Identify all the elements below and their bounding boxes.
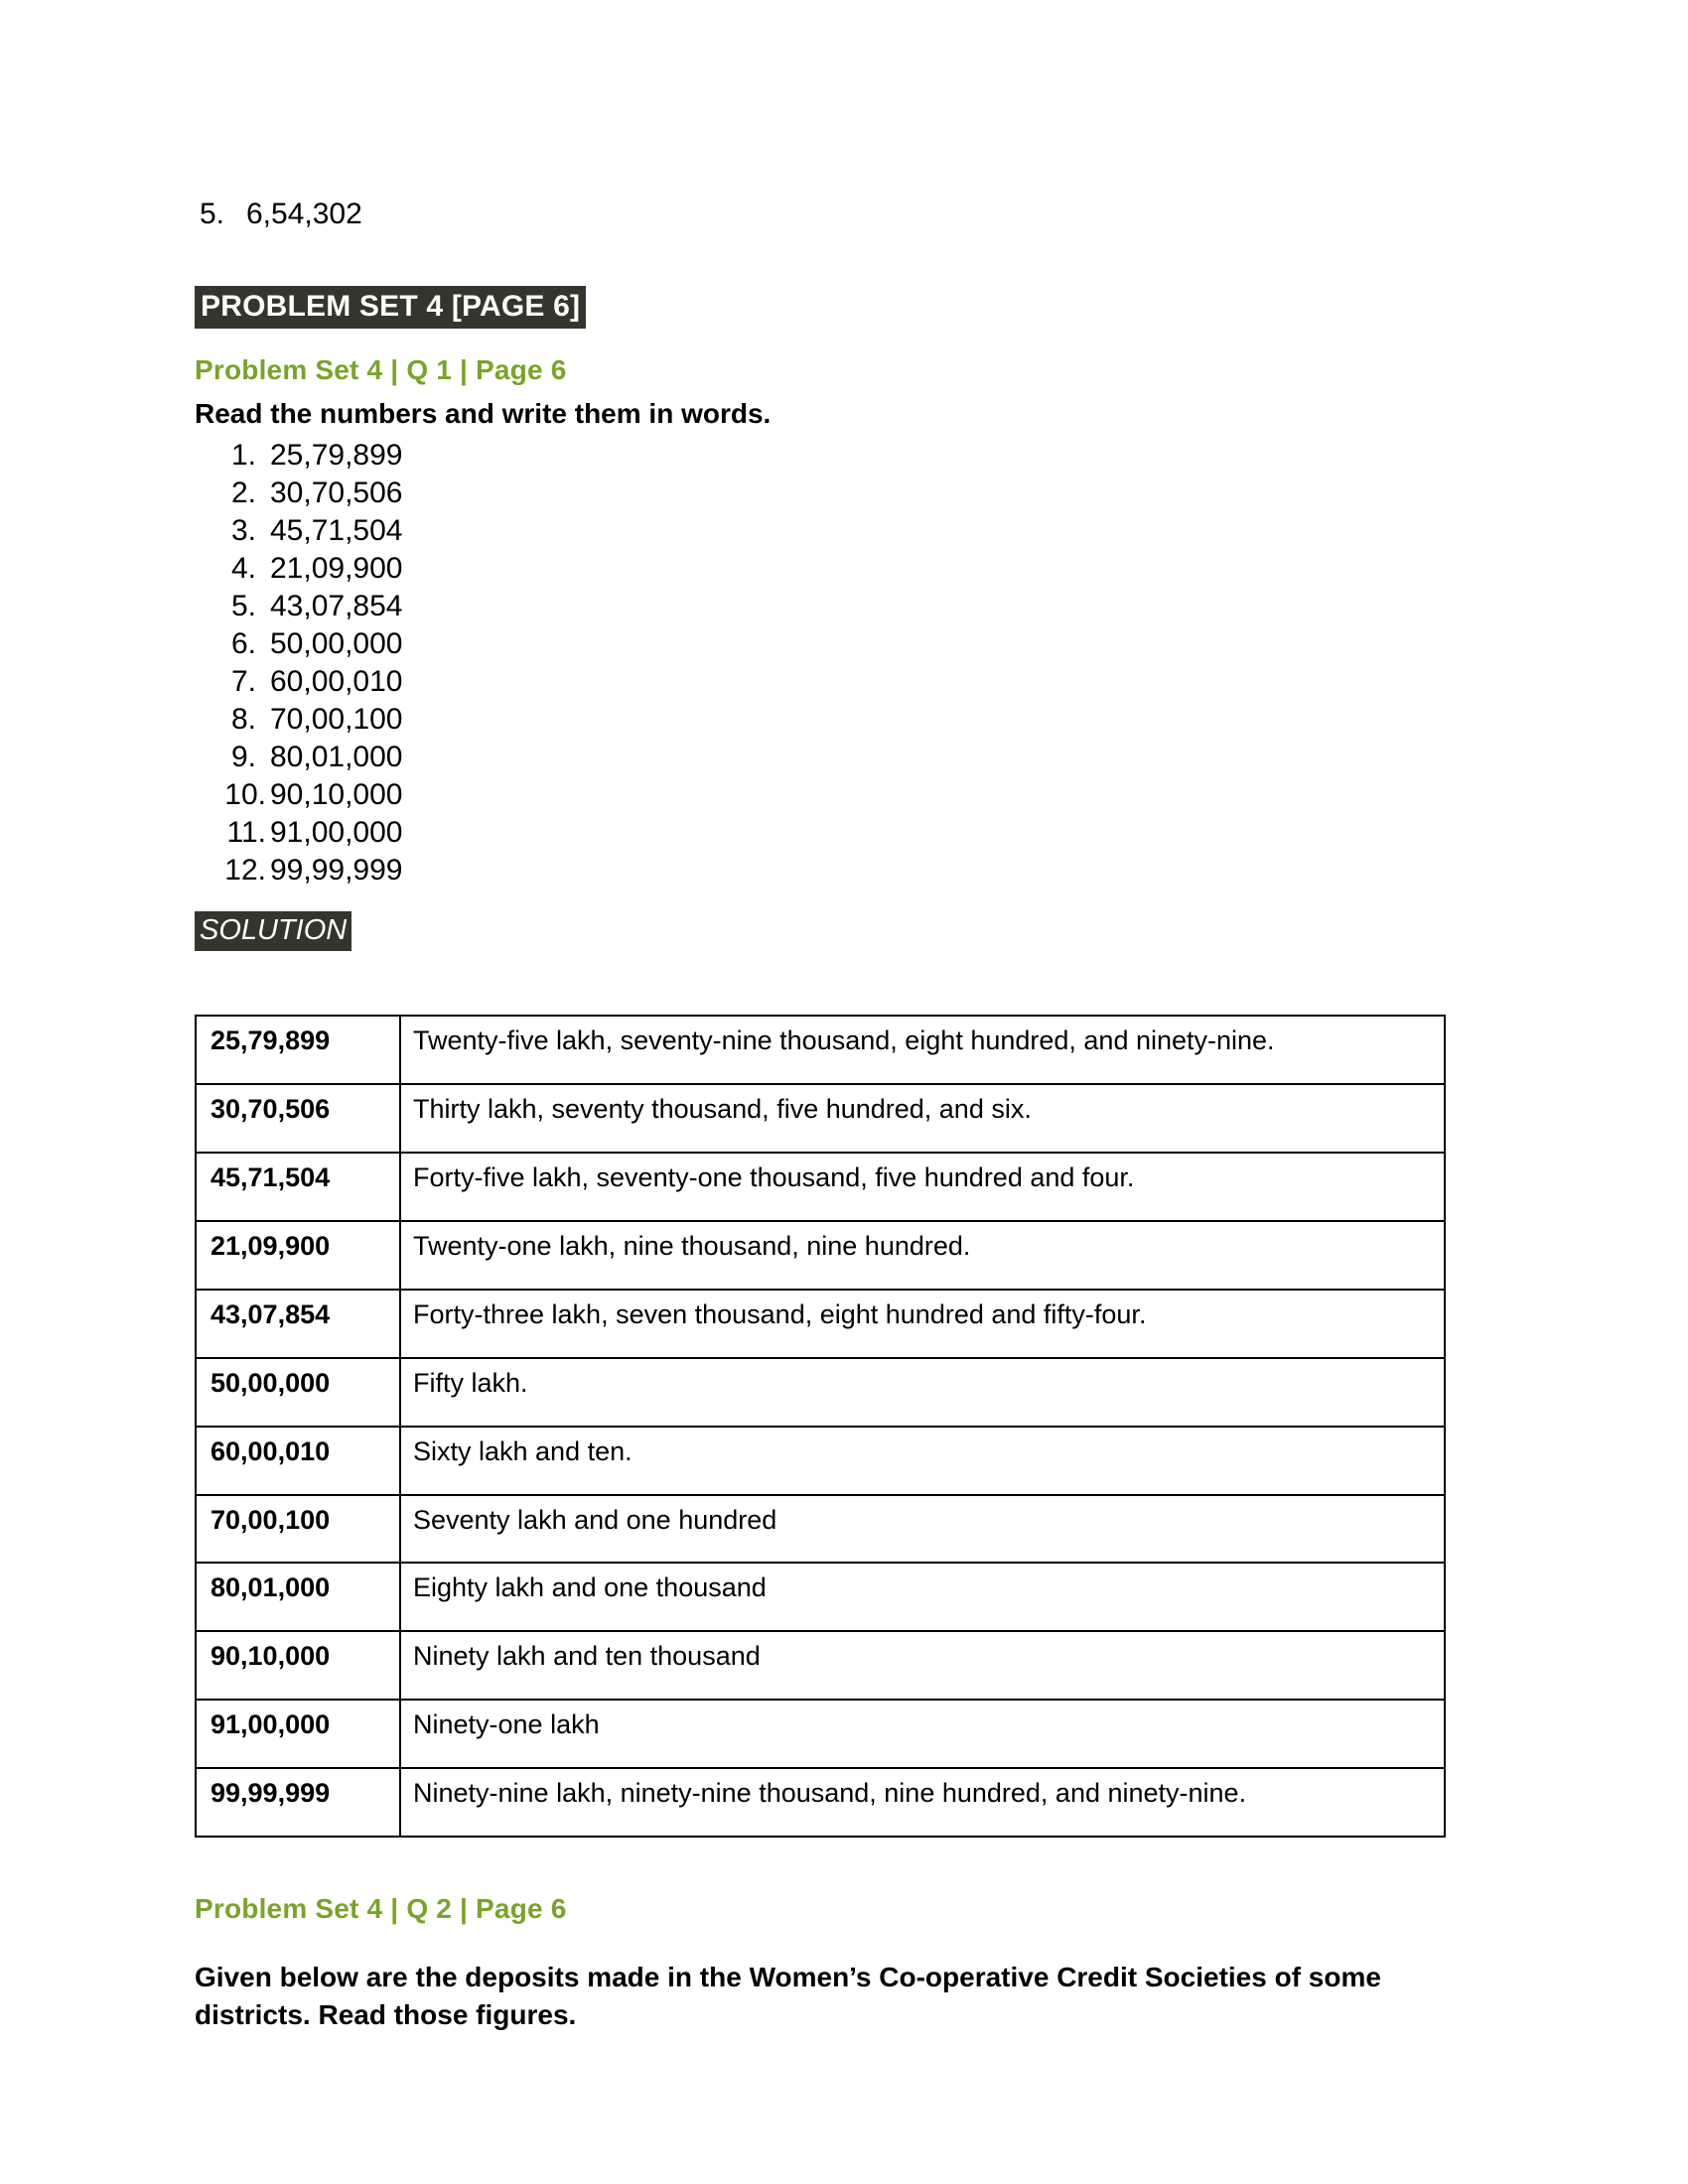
question-2-heading: Problem Set 4 | Q 2 | Page 6 xyxy=(195,1893,567,1925)
list-item-value: 6,54,302 xyxy=(246,198,362,230)
table-cell-number: 90,10,000 xyxy=(196,1631,400,1700)
list-item-number: 5. xyxy=(199,198,224,230)
table-cell-number: 21,09,900 xyxy=(196,1221,400,1290)
list-item-number: 6. xyxy=(230,626,256,660)
table-row xyxy=(196,1016,1445,1084)
table-cell-number: 45,71,504 xyxy=(196,1153,400,1221)
table-cell-words: Seventy lakh and one hundred xyxy=(400,1495,1445,1564)
solution-table xyxy=(195,1015,1446,1838)
list-item xyxy=(195,588,1476,625)
question-1-heading: Problem Set 4 | Q 1 | Page 6 xyxy=(195,353,567,385)
list-item-number: 10. xyxy=(224,777,266,811)
list-item-number: 4. xyxy=(230,551,256,585)
section-banner: PROBLEM SET 4 [PAGE 6] xyxy=(195,286,586,329)
table-row xyxy=(196,1563,1445,1631)
list-item-value: 91,00,000 xyxy=(270,815,403,849)
list-item xyxy=(195,512,1476,550)
list-item-value: 45,71,504 xyxy=(270,513,403,547)
list-item-number: 3. xyxy=(230,513,256,547)
table-row xyxy=(196,1427,1445,1495)
list-item-number: 12. xyxy=(224,853,266,887)
table-cell-number: 30,70,506 xyxy=(196,1084,400,1153)
list-item xyxy=(195,195,1476,234)
list-item-number: 11. xyxy=(226,815,266,849)
list-item-number: 5. xyxy=(230,589,256,622)
table-cell-number: 99,99,999 xyxy=(196,1768,400,1837)
list-item-number: 8. xyxy=(230,702,256,736)
table-row xyxy=(196,1700,1445,1768)
table-row xyxy=(196,1495,1445,1564)
list-item-value: 21,09,900 xyxy=(270,551,403,585)
table-cell-words: Ninety-one lakh xyxy=(400,1700,1445,1768)
list-item-value: 50,00,000 xyxy=(270,626,403,660)
list-item xyxy=(195,701,1476,739)
list-item-value: 43,07,854 xyxy=(270,589,403,622)
list-item xyxy=(195,475,1476,512)
list-item-number: 2. xyxy=(230,476,256,509)
table-cell-words: Ninety-nine lakh, ninety-nine thousand, nine hundred, and ninety-nine. xyxy=(400,1768,1445,1837)
list-item-value: 70,00,100 xyxy=(270,702,403,736)
list-item-number: 9. xyxy=(230,740,256,773)
table-cell-words: Thirty lakh, seventy thousand, five hundred, and six. xyxy=(400,1084,1445,1153)
question-2-prompt: Given below are the deposits made in the Women’s Co-operative Credit Societies of some districts. Read those figures. xyxy=(195,1962,1381,2030)
list-item xyxy=(195,814,1476,852)
table-cell-words: Twenty-one lakh, nine thousand, nine hundred. xyxy=(400,1221,1445,1290)
table-cell-number: 60,00,010 xyxy=(196,1427,400,1495)
top-continuation-list xyxy=(195,195,1476,234)
list-item xyxy=(195,739,1476,776)
list-item-value: 80,01,000 xyxy=(270,740,403,773)
table-cell-number: 50,00,000 xyxy=(196,1358,400,1427)
list-item xyxy=(195,550,1476,588)
table-row xyxy=(196,1631,1445,1700)
list-item-number: 7. xyxy=(230,664,256,698)
list-item xyxy=(195,437,1476,475)
list-item xyxy=(195,852,1476,889)
question-1-prompt: Read the numbers and write them in words. xyxy=(195,397,772,429)
list-item xyxy=(195,776,1476,814)
table-cell-words: Forty-five lakh, seventy-one thousand, five hundred and four. xyxy=(400,1153,1445,1221)
table-row xyxy=(196,1084,1445,1153)
list-item-value: 25,79,899 xyxy=(270,438,403,472)
table-cell-words: Ninety lakh and ten thousand xyxy=(400,1631,1445,1700)
table-cell-words: Eighty lakh and one thousand xyxy=(400,1563,1445,1631)
table-row xyxy=(196,1221,1445,1290)
list-item-number: 1. xyxy=(230,438,256,472)
list-item xyxy=(195,625,1476,663)
table-cell-number: 25,79,899 xyxy=(196,1016,400,1084)
solution-label: SOLUTION xyxy=(195,911,352,951)
table-row xyxy=(196,1153,1445,1221)
table-row xyxy=(196,1768,1445,1837)
table-cell-words: Forty-three lakh, seven thousand, eight hundred and fifty-four. xyxy=(400,1290,1445,1358)
table-cell-number: 70,00,100 xyxy=(196,1495,400,1564)
table-row xyxy=(196,1290,1445,1358)
table-cell-number: 80,01,000 xyxy=(196,1563,400,1631)
table-cell-number: 43,07,854 xyxy=(196,1290,400,1358)
table-cell-words: Twenty-five lakh, seventy-nine thousand, eight hundred, and ninety-nine. xyxy=(400,1016,1445,1084)
page-content xyxy=(195,195,1476,2033)
list-item-value: 30,70,506 xyxy=(270,476,403,509)
table-row xyxy=(196,1358,1445,1427)
table-cell-number: 91,00,000 xyxy=(196,1700,400,1768)
list-item-value: 99,99,999 xyxy=(270,853,403,887)
list-item-value: 60,00,010 xyxy=(270,664,403,698)
table-cell-words: Sixty lakh and ten. xyxy=(400,1427,1445,1495)
table-cell-words: Fifty lakh. xyxy=(400,1358,1445,1427)
list-item xyxy=(195,663,1476,701)
question-1-number-list xyxy=(195,437,1476,889)
list-item-value: 90,10,000 xyxy=(270,777,403,811)
